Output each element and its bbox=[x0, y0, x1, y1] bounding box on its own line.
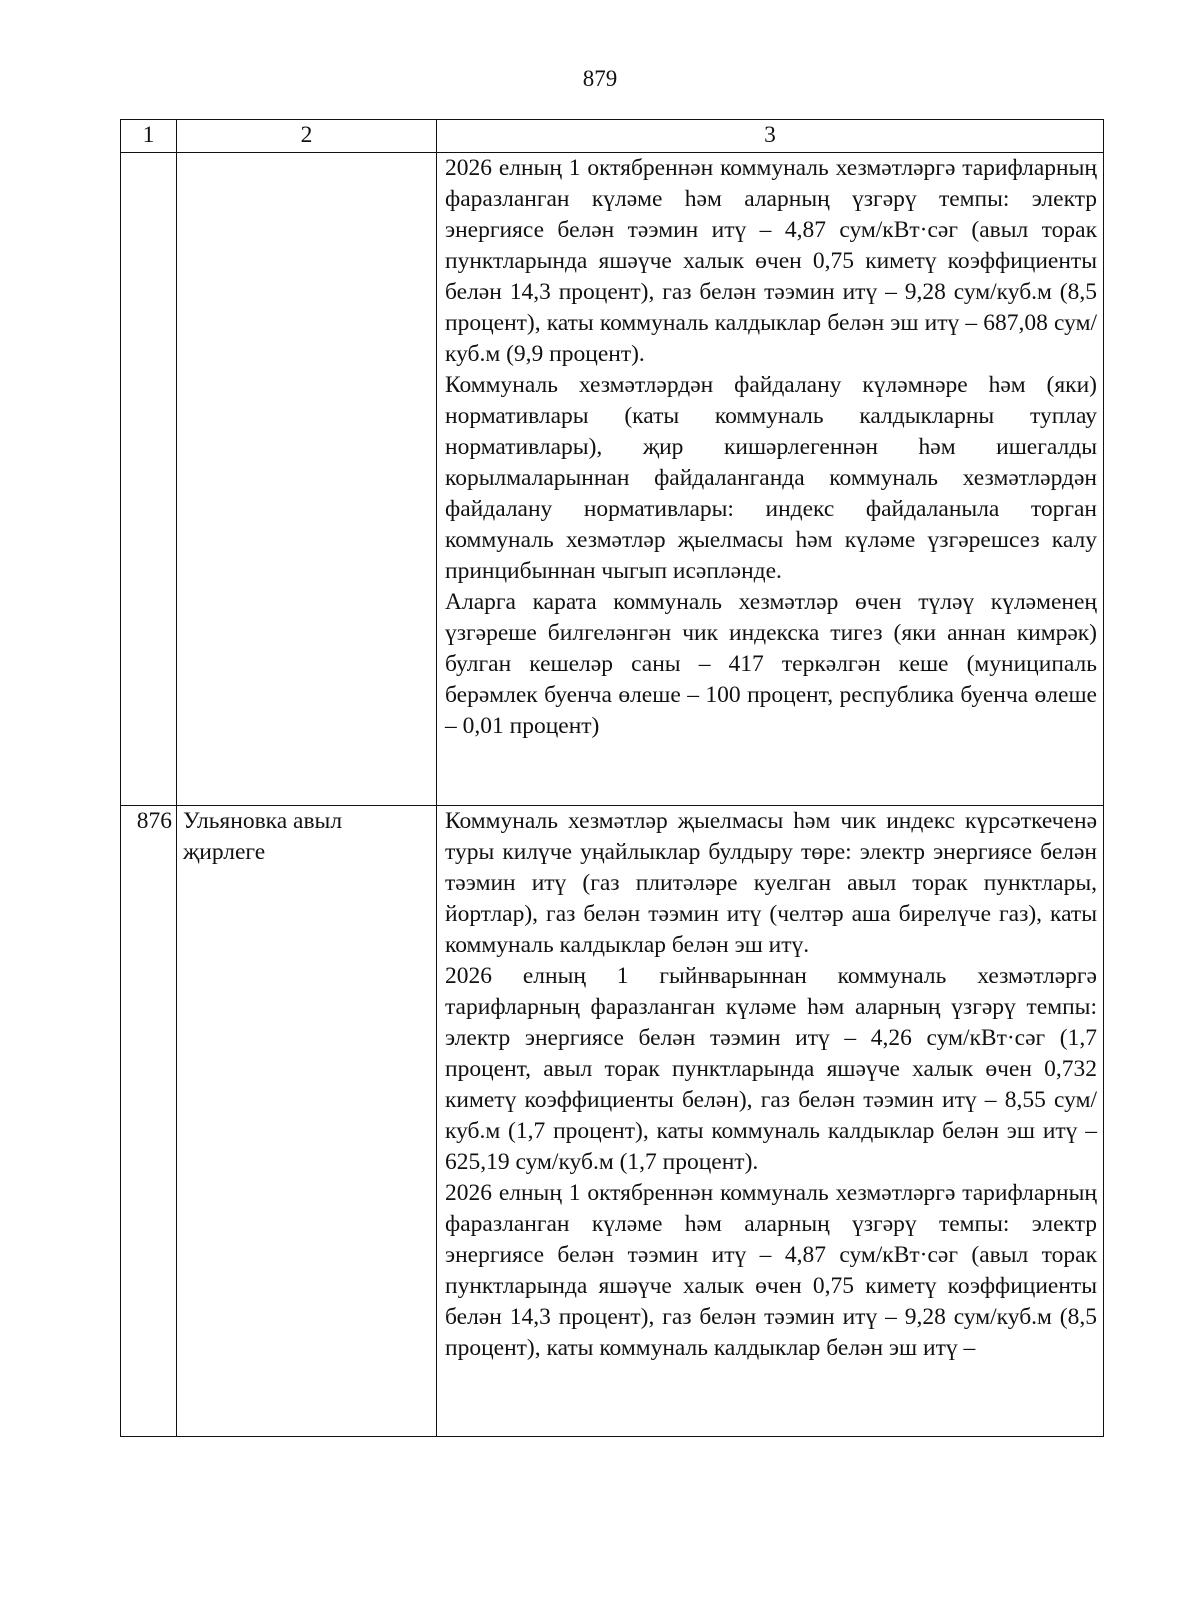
header-col-3: 3 bbox=[437, 120, 1104, 153]
row-description bbox=[437, 806, 1104, 1437]
paragraph: 2026 елның 1 октябреннән коммуналь хезмәтләргә тарифларның фаразланган күләме һәм аларның үзгәрү темпы: электр энергиясе белән тәэмин итү – 4,87 сум/кВт·сәг (авыл торак пунктларында яшәүче халык өчен 0,75 киметү коэффициенты белән 14,3 процент), газ белән тәэмин итү – 9,28 сум/куб.м (8,5 процент), каты коммуналь калдыклар белән эш итү – bbox=[445, 1180, 1097, 1361]
row-municipality-name bbox=[177, 153, 437, 806]
paragraph: Коммуналь хезмәтләрдән файдалану күләмнәре һәм (яки) нормативлары (каты коммуналь калдыкларны туплау нормативлары), җир кишәрлегеннән һәм ишегалды корылмаларыннан файдаланганда коммуналь хезмәтләрдән файдалану нормативлары: индекс файдаланыла торган коммуналь хезмәтләр җыелмасы һәм күләме үзгәрешсез калу принцибыннан чыгып исәпләнде. bbox=[445, 372, 1097, 584]
document-table bbox=[120, 119, 1104, 1437]
header-col-2: 2 bbox=[177, 120, 437, 153]
row-number: 876 bbox=[121, 806, 177, 1437]
page-number: 879 bbox=[582, 66, 618, 91]
table-header-row bbox=[121, 120, 1104, 153]
row-number bbox=[121, 153, 177, 806]
paragraph: 2026 елның 1 гыйнварыннан коммуналь хезмәтләргә тарифларның фаразланган күләме һәм аларның үзгәрү темпы: электр энергиясе белән тәэмин итү – 4,26 сум/кВт·сәг (1,7 процент, авыл торак пунктларында яшәүче халык өчен 0,732 киметү коэффициенты белән), газ белән тәэмин итү – 8,55 сум/куб.м (1,7 процент), каты коммуналь калдыклар белән эш итү – 625,19 сум/куб.м (1,7 процент). bbox=[445, 963, 1097, 1175]
table-row bbox=[121, 806, 1104, 1437]
header-col-1: 1 bbox=[121, 120, 177, 153]
paragraph: 2026 елның 1 октябреннән коммуналь хезмәтләргә тарифларның фаразланган күләме һәм аларның үзгәрү темпы: электр энергиясе белән тәэмин итү – 4,87 сум/кВт·сәг (авыл торак пунктларында яшәүче халык өчен 0,75 киметү коэффициенты белән 14,3 процент), газ белән тәэмин итү – 9,28 сум/куб.м (8,5 процент), каты коммуналь калдыклар белән эш итү – 687,08 сум/куб.м (9,9 процент). bbox=[445, 155, 1097, 367]
row-municipality-name: Ульяновка авыл җирлеге bbox=[177, 806, 437, 1437]
table-row bbox=[121, 153, 1104, 806]
paragraph: Коммуналь хезмәтләр җыелмасы һәм чик индекс күрсәткеченә туры килүче уңайлыклар булдыру төре: электр энергиясе белән тәэмин итү (газ плитәләре куелган авыл торак пунктлары, йортлар), газ белән тәэмин итү (челтәр аша бирелүче газ), каты коммуналь калдыклар белән эш итү. bbox=[445, 808, 1097, 958]
paragraph: Аларга карата коммуналь хезмәтләр өчен түләү күләменең үзгәреше билгеләнгән чик индекска тигез (яки аннан кимрәк) булган кешеләр саны – 417 теркәлгән кеше (муниципаль берәмлек буенча өлеше – 100 процент, республика буенча өлеше – 0,01 процент) bbox=[445, 589, 1097, 739]
row-description bbox=[437, 153, 1104, 806]
